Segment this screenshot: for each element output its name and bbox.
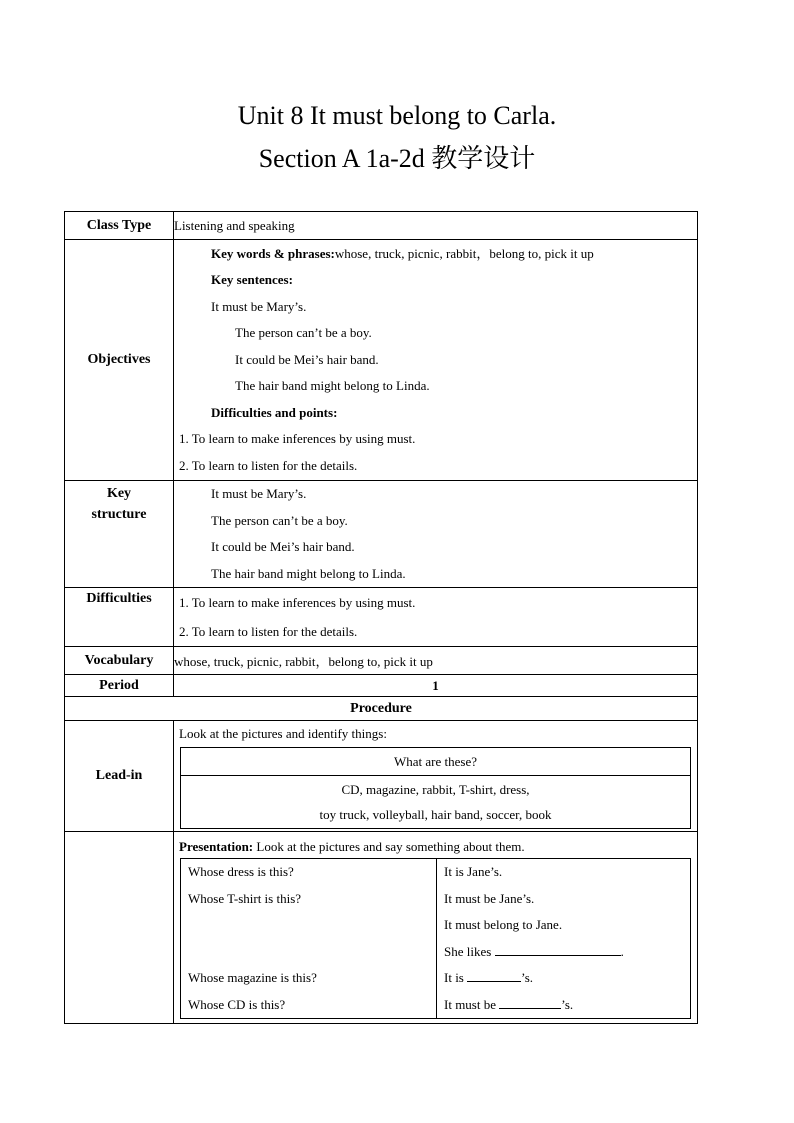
lead-in-question: What are these? — [181, 748, 691, 776]
presentation-questions — [181, 859, 437, 1019]
presentation-answer — [437, 992, 690, 1019]
lead-in-items-line-1: CD, magazine, rabbit, T-shirt, dress, — [341, 782, 530, 797]
key-sentences-label: Key sentences: — [211, 272, 293, 288]
objective-point: 1. To learn to make inferences by using must. — [179, 431, 416, 447]
presentation-answer — [437, 965, 690, 992]
difficulty-point: 2. To learn to listen for the details. — [179, 624, 358, 639]
presentation-question-empty — [181, 939, 436, 966]
presentation-answer — [437, 939, 690, 966]
period-value: 1 — [174, 675, 698, 697]
objectives-content — [174, 240, 698, 481]
difficulties-points-label: Difficulties and points: — [211, 404, 338, 420]
structure-sentence: The hair band might belong to Linda. — [211, 565, 406, 581]
objective-sentence: The hair band might belong to Linda. — [235, 378, 430, 394]
presentation-question-empty — [181, 912, 436, 939]
objectives-label: Objectives — [65, 240, 174, 481]
vocabulary-row — [65, 647, 698, 675]
presentation-question: Whose dress is this? — [188, 864, 294, 879]
lead-in-row — [65, 721, 698, 832]
fill-in-blank[interactable] — [499, 996, 561, 1009]
key-structure-label-line-2: structure — [91, 507, 147, 522]
answer-suffix: . — [620, 943, 624, 959]
lead-in-items-line-2: toy truck, volleyball, hair band, soccer, book — [319, 807, 552, 822]
fill-in-blank[interactable] — [495, 943, 621, 956]
objective-point: 2. To learn to listen for the details. — [179, 457, 358, 473]
presentation-question: Whose T-shirt is this? — [188, 890, 302, 906]
objective-sentence: It must be Mary’s. — [211, 298, 307, 314]
structure-sentence: The person can’t be a boy. — [211, 512, 348, 528]
presentation-question: Whose magazine is this? — [188, 970, 317, 985]
class-type-value: Listening and speaking — [174, 212, 698, 240]
presentation-label-cell — [65, 832, 174, 1024]
vocabulary-value: whose, truck, picnic, rabbit，belong to, pick it up — [174, 647, 698, 675]
period-row — [65, 675, 698, 697]
key-words-value: whose, truck, picnic, rabbit，belong to, pick it up — [334, 245, 594, 261]
objective-sentence: It could be Mei’s hair band. — [235, 351, 379, 367]
class-type-row — [65, 212, 698, 240]
presentation-answer: It is Jane’s. — [444, 864, 503, 879]
lead-in-table — [180, 747, 691, 829]
difficulty-point: 1. To learn to make inferences by using must. — [179, 595, 416, 610]
answer-prefix: She likes — [444, 943, 495, 959]
lesson-plan-table — [64, 211, 698, 1024]
key-structure-row — [65, 481, 698, 588]
key-structure-content — [174, 481, 698, 588]
procedure-row — [65, 697, 698, 721]
presentation-content — [174, 832, 698, 1024]
answer-suffix: ’s. — [521, 970, 534, 985]
key-words-line — [174, 241, 697, 268]
fill-in-blank[interactable] — [467, 969, 521, 982]
presentation-row — [65, 832, 698, 1024]
presentation-answer: It must belong to Jane. — [444, 917, 563, 932]
key-structure-label-line-1: Key — [106, 486, 132, 501]
lead-in-items — [181, 776, 691, 829]
presentation-text: Look at the pictures and say something about them. — [253, 839, 525, 854]
presentation-label: Presentation: — [179, 839, 254, 854]
presentation-answer: It must be Jane’s. — [444, 890, 535, 906]
lead-in-label: Lead-in — [65, 721, 174, 832]
lead-in-content — [174, 721, 698, 832]
objectives-row — [65, 240, 698, 481]
presentation-question: Whose CD is this? — [188, 996, 286, 1012]
presentation-intro — [174, 832, 697, 858]
objective-sentence: The person can’t be a boy. — [235, 325, 372, 341]
answer-prefix: It is — [444, 970, 468, 985]
answer-suffix: ’s. — [561, 996, 574, 1012]
difficulties-label: Difficulties — [65, 588, 174, 647]
key-structure-label — [65, 481, 174, 588]
difficulties-content — [174, 588, 698, 647]
vocabulary-label: Vocabulary — [65, 647, 174, 675]
difficulties-row — [65, 588, 698, 647]
document-title-line-2: Section A 1a-2d 教学设计 — [258, 144, 536, 173]
lead-in-instruction: Look at the pictures and identify things: — [179, 726, 387, 741]
procedure-heading: Procedure — [65, 697, 698, 721]
class-type-label: Class Type — [65, 212, 174, 240]
presentation-table — [180, 858, 691, 1019]
presentation-answers — [437, 859, 691, 1019]
answer-prefix: It must be — [444, 996, 500, 1012]
key-words-label: Key words & phrases: — [211, 245, 335, 261]
period-label: Period — [65, 675, 174, 697]
structure-sentence: It could be Mei’s hair band. — [211, 539, 355, 554]
structure-sentence: It must be Mary’s. — [211, 486, 307, 501]
document-title-line-1: Unit 8 It must belong to Carla. — [237, 101, 557, 130]
